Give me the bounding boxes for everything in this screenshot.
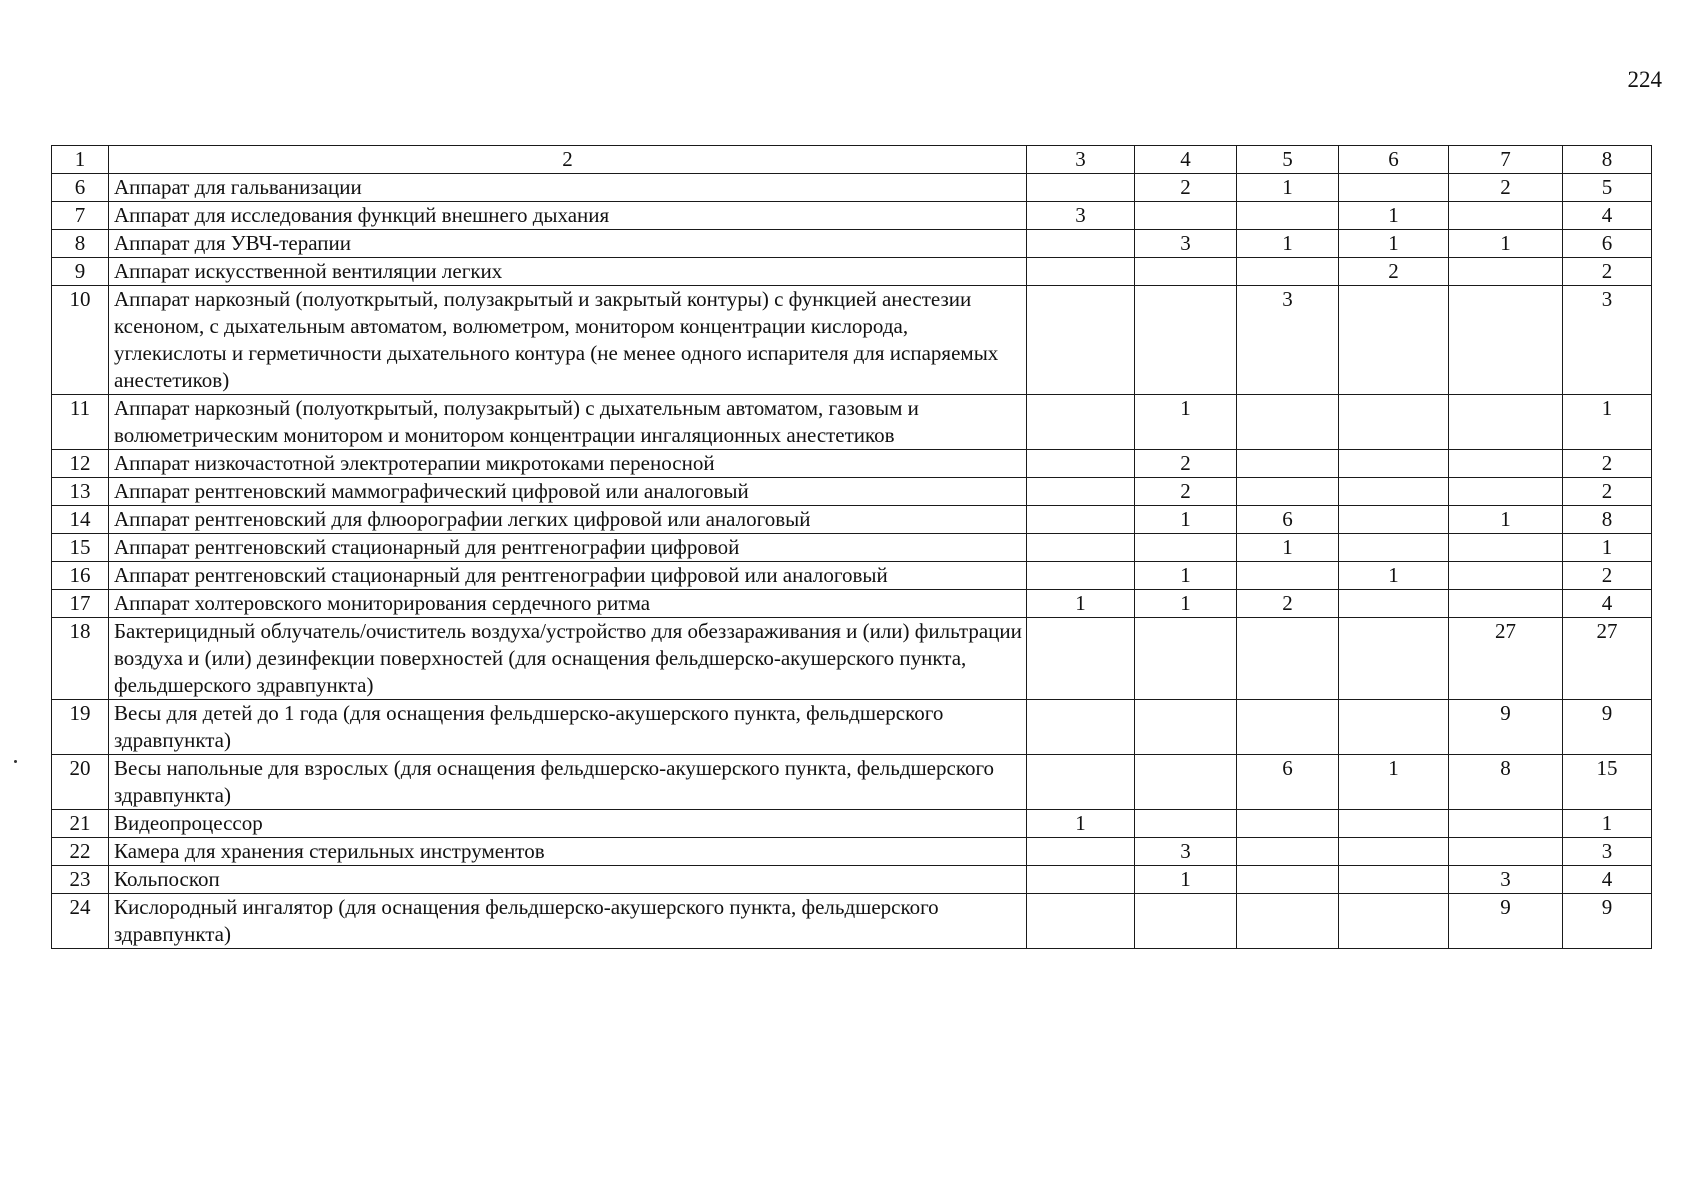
row-number: 20 (52, 755, 109, 810)
row-number: 15 (52, 534, 109, 562)
header-row (52, 146, 1652, 174)
col-4-value (1135, 755, 1237, 810)
col-3-value (1027, 618, 1135, 700)
col-4-value: 1 (1135, 562, 1237, 590)
col-4-value (1135, 202, 1237, 230)
col-6-value (1339, 506, 1449, 534)
header-cell-6: 6 (1339, 146, 1449, 174)
col-3-value (1027, 286, 1135, 395)
col-8-value: 4 (1563, 866, 1652, 894)
col-5-value (1237, 450, 1339, 478)
col-4-value (1135, 534, 1237, 562)
equipment-name: Аппарат искусственной вентиляции легких (109, 258, 1027, 286)
col-7-value (1449, 286, 1563, 395)
table-row (52, 755, 1652, 810)
equipment-name: Аппарат рентгеновский стационарный для рентгенографии цифровой или аналоговый (109, 562, 1027, 590)
row-number: 13 (52, 478, 109, 506)
header-cell-7: 7 (1449, 146, 1563, 174)
col-7-value: 8 (1449, 755, 1563, 810)
col-3-value (1027, 174, 1135, 202)
col-7-value (1449, 202, 1563, 230)
table-row (52, 590, 1652, 618)
col-3-value (1027, 230, 1135, 258)
col-6-value (1339, 478, 1449, 506)
col-4-value (1135, 286, 1237, 395)
col-6-value (1339, 700, 1449, 755)
col-5-value (1237, 700, 1339, 755)
equipment-name: Аппарат рентгеновский для флюорографии легких цифровой или аналоговый (109, 506, 1027, 534)
col-4-value: 1 (1135, 866, 1237, 894)
col-4-value (1135, 700, 1237, 755)
col-5-value (1237, 838, 1339, 866)
header-cell-1: 1 (52, 146, 109, 174)
equipment-name: Аппарат для УВЧ-терапии (109, 230, 1027, 258)
table-row (52, 506, 1652, 534)
col-7-value: 9 (1449, 894, 1563, 949)
col-6-value: 2 (1339, 258, 1449, 286)
page-number: 224 (1627, 67, 1662, 92)
col-5-value (1237, 202, 1339, 230)
row-number: 23 (52, 866, 109, 894)
col-4-value: 2 (1135, 478, 1237, 506)
col-7-value (1449, 395, 1563, 450)
equipment-table (51, 145, 1652, 949)
col-4-value: 3 (1135, 838, 1237, 866)
col-5-value (1237, 866, 1339, 894)
equipment-name: Аппарат наркозный (полуоткрытый, полузакрытый и закрытый контуры) с функцией анестезии ксеноном, с дыхательным автоматом, волюметром, монитором концентрации кислорода, углекислоты и герметичности дыхательного контура (не менее одного испарителя для испаряемых анестетиков) (109, 286, 1027, 395)
equipment-name: Аппарат для исследования функций внешнего дыхания (109, 202, 1027, 230)
col-5-value (1237, 258, 1339, 286)
col-7-value: 3 (1449, 866, 1563, 894)
col-6-value (1339, 450, 1449, 478)
row-number: 16 (52, 562, 109, 590)
table-row (52, 258, 1652, 286)
col-5-value (1237, 894, 1339, 949)
col-6-value: 1 (1339, 202, 1449, 230)
row-number: 18 (52, 618, 109, 700)
col-5-value: 2 (1237, 590, 1339, 618)
col-8-value: 15 (1563, 755, 1652, 810)
col-4-value (1135, 258, 1237, 286)
row-number: 11 (52, 395, 109, 450)
col-7-value: 2 (1449, 174, 1563, 202)
col-7-value (1449, 258, 1563, 286)
col-4-value: 2 (1135, 450, 1237, 478)
col-8-value: 4 (1563, 202, 1652, 230)
col-7-value (1449, 838, 1563, 866)
table-row (52, 478, 1652, 506)
col-6-value (1339, 286, 1449, 395)
table-row (52, 202, 1652, 230)
header-cell-4: 4 (1135, 146, 1237, 174)
table-row (52, 618, 1652, 700)
row-number: 12 (52, 450, 109, 478)
table-row (52, 174, 1652, 202)
table-row (52, 810, 1652, 838)
col-7-value: 1 (1449, 506, 1563, 534)
equipment-name: Аппарат рентгеновский стационарный для рентгенографии цифровой (109, 534, 1027, 562)
col-5-value (1237, 562, 1339, 590)
col-5-value: 1 (1237, 534, 1339, 562)
col-6-value (1339, 590, 1449, 618)
col-4-value: 1 (1135, 506, 1237, 534)
equipment-name: Бактерицидный облучатель/очиститель воздуха/устройство для обеззараживания и (или) фильтрации воздуха и (или) дезинфекции поверхностей (для оснащения фельдшерско-акушерского пункта, фельдшерского здравпункта) (109, 618, 1027, 700)
col-6-value: 1 (1339, 755, 1449, 810)
row-number: 19 (52, 700, 109, 755)
col-3-value: 1 (1027, 810, 1135, 838)
col-4-value (1135, 618, 1237, 700)
col-7-value (1449, 562, 1563, 590)
table-row (52, 450, 1652, 478)
col-7-value (1449, 450, 1563, 478)
table-body (52, 174, 1652, 949)
col-5-value (1237, 478, 1339, 506)
col-6-value: 1 (1339, 230, 1449, 258)
table-row (52, 395, 1652, 450)
col-5-value (1237, 395, 1339, 450)
row-number: 10 (52, 286, 109, 395)
col-4-value: 1 (1135, 395, 1237, 450)
scan-speck (14, 760, 17, 763)
col-8-value: 1 (1563, 810, 1652, 838)
col-6-value (1339, 618, 1449, 700)
col-5-value: 1 (1237, 174, 1339, 202)
col-3-value (1027, 450, 1135, 478)
row-number: 22 (52, 838, 109, 866)
col-8-value: 3 (1563, 838, 1652, 866)
row-number: 17 (52, 590, 109, 618)
col-3-value (1027, 478, 1135, 506)
col-8-value: 5 (1563, 174, 1652, 202)
col-7-value: 1 (1449, 230, 1563, 258)
col-5-value (1237, 810, 1339, 838)
col-5-value: 3 (1237, 286, 1339, 395)
col-8-value: 2 (1563, 258, 1652, 286)
col-3-value: 3 (1027, 202, 1135, 230)
col-8-value: 2 (1563, 562, 1652, 590)
row-number: 6 (52, 174, 109, 202)
col-3-value (1027, 562, 1135, 590)
col-8-value: 4 (1563, 590, 1652, 618)
table-row (52, 838, 1652, 866)
row-number: 8 (52, 230, 109, 258)
equipment-name: Аппарат холтеровского мониторирования сердечного ритма (109, 590, 1027, 618)
col-6-value (1339, 395, 1449, 450)
equipment-name: Видеопроцессор (109, 810, 1027, 838)
equipment-name: Весы напольные для взрослых (для оснащения фельдшерско-акушерского пункта, фельдшерского здравпункта) (109, 755, 1027, 810)
col-4-value: 2 (1135, 174, 1237, 202)
col-4-value: 3 (1135, 230, 1237, 258)
col-3-value (1027, 395, 1135, 450)
col-3-value (1027, 838, 1135, 866)
col-6-value (1339, 810, 1449, 838)
row-number: 14 (52, 506, 109, 534)
col-7-value: 9 (1449, 700, 1563, 755)
col-7-value (1449, 810, 1563, 838)
col-8-value: 9 (1563, 700, 1652, 755)
col-3-value (1027, 894, 1135, 949)
table-row (52, 230, 1652, 258)
col-3-value (1027, 700, 1135, 755)
col-8-value: 1 (1563, 395, 1652, 450)
col-3-value (1027, 755, 1135, 810)
equipment-name: Весы для детей до 1 года (для оснащения фельдшерско-акушерского пункта, фельдшерского здравпункта) (109, 700, 1027, 755)
col-3-value (1027, 866, 1135, 894)
table-row (52, 286, 1652, 395)
col-5-value: 6 (1237, 506, 1339, 534)
equipment-name: Аппарат низкочастотной электротерапии микротоками переносной (109, 450, 1027, 478)
table-row (52, 866, 1652, 894)
col-8-value: 3 (1563, 286, 1652, 395)
col-6-value (1339, 894, 1449, 949)
equipment-name: Кислородный ингалятор (для оснащения фельдшерско-акушерского пункта, фельдшерского здравпункта) (109, 894, 1027, 949)
col-6-value (1339, 866, 1449, 894)
col-3-value: 1 (1027, 590, 1135, 618)
header-cell-2: 2 (109, 146, 1027, 174)
col-8-value: 27 (1563, 618, 1652, 700)
row-number: 21 (52, 810, 109, 838)
col-8-value: 2 (1563, 478, 1652, 506)
table-row (52, 534, 1652, 562)
equipment-name: Аппарат рентгеновский маммографический цифровой или аналоговый (109, 478, 1027, 506)
col-8-value: 6 (1563, 230, 1652, 258)
col-4-value (1135, 810, 1237, 838)
header-cell-3: 3 (1027, 146, 1135, 174)
col-6-value: 1 (1339, 562, 1449, 590)
table-row (52, 700, 1652, 755)
col-4-value: 1 (1135, 590, 1237, 618)
equipment-name: Камера для хранения стерильных инструментов (109, 838, 1027, 866)
col-8-value: 1 (1563, 534, 1652, 562)
row-number: 24 (52, 894, 109, 949)
equipment-table-container (51, 145, 1651, 949)
col-5-value (1237, 618, 1339, 700)
col-7-value (1449, 534, 1563, 562)
col-8-value: 2 (1563, 450, 1652, 478)
col-6-value (1339, 174, 1449, 202)
row-number: 9 (52, 258, 109, 286)
equipment-name: Аппарат наркозный (полуоткрытый, полузакрытый) с дыхательным автоматом, газовым и волюметрическим монитором и монитором концентрации ингаляционных анестетиков (109, 395, 1027, 450)
header-cell-8: 8 (1563, 146, 1652, 174)
col-7-value (1449, 590, 1563, 618)
col-8-value: 9 (1563, 894, 1652, 949)
col-5-value: 1 (1237, 230, 1339, 258)
equipment-name: Аппарат для гальванизации (109, 174, 1027, 202)
col-3-value (1027, 534, 1135, 562)
col-4-value (1135, 894, 1237, 949)
table-row (52, 562, 1652, 590)
col-7-value (1449, 478, 1563, 506)
col-7-value: 27 (1449, 618, 1563, 700)
col-6-value (1339, 534, 1449, 562)
col-3-value (1027, 506, 1135, 534)
row-number: 7 (52, 202, 109, 230)
col-6-value (1339, 838, 1449, 866)
equipment-name: Кольпоскоп (109, 866, 1027, 894)
table-row (52, 894, 1652, 949)
col-3-value (1027, 258, 1135, 286)
col-8-value: 8 (1563, 506, 1652, 534)
header-cell-5: 5 (1237, 146, 1339, 174)
col-5-value: 6 (1237, 755, 1339, 810)
